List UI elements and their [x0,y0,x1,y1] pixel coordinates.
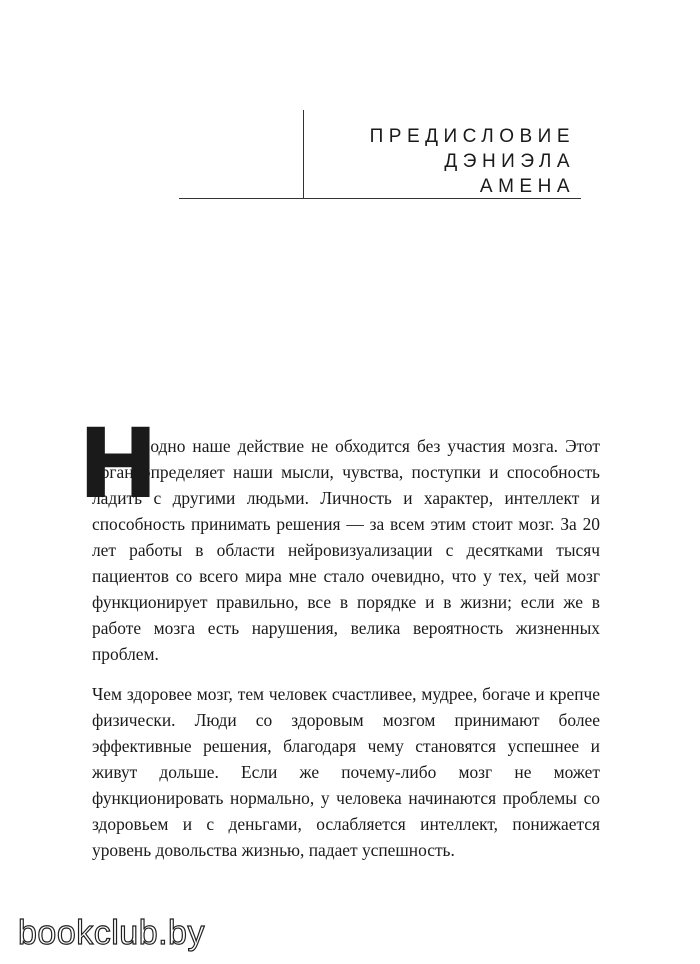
body-paragraph-1 [92,433,600,667]
body-paragraph-2: Чем здоровее мозг, тем человек счастливее, мудрее, богаче и крепче физически. Люди со здоровым мозгом принимают более эффективные решения, благодаря чему становятся успешнее и живут дольше. Если же почему-либо мозг не может функционировать нормально, у человека начинаются проблемы со здоровьем и с деньгами, ослабляется интеллект, понижается уровень довольства жизнью, падает успешность. [92,684,600,860]
watermark-logo: bookclub.by [18,914,205,952]
chapter-heading-block [303,110,581,198]
chapter-heading [313,124,575,199]
heading-line-3: АМЕНА [479,176,575,197]
heading-line-1: ПРЕДИСЛОВИЕ [369,126,575,147]
heading-line-2: ДЭНИЭЛА [444,151,575,172]
heading-vertical-rule [303,110,304,198]
paragraph-1-text: и одно наше действие не обходится без участия мозга. Этот орган определяет наши мысли, чувства, поступки и способность ладить с другими людьми. Личность и характер, интеллект и способность принимать решения — за всем этим стоит мозг. За 20 лет работы в области нейровизуализации с десятками тысяч пациентов со всего мира мне стало очевидно, что у тех, чей мозг функционирует правильно, все в порядке и в жизни; если же в работе мозга есть нарушения, велика вероятность жизненных проблем. [92,436,600,664]
drop-cap: Н [78,408,159,520]
